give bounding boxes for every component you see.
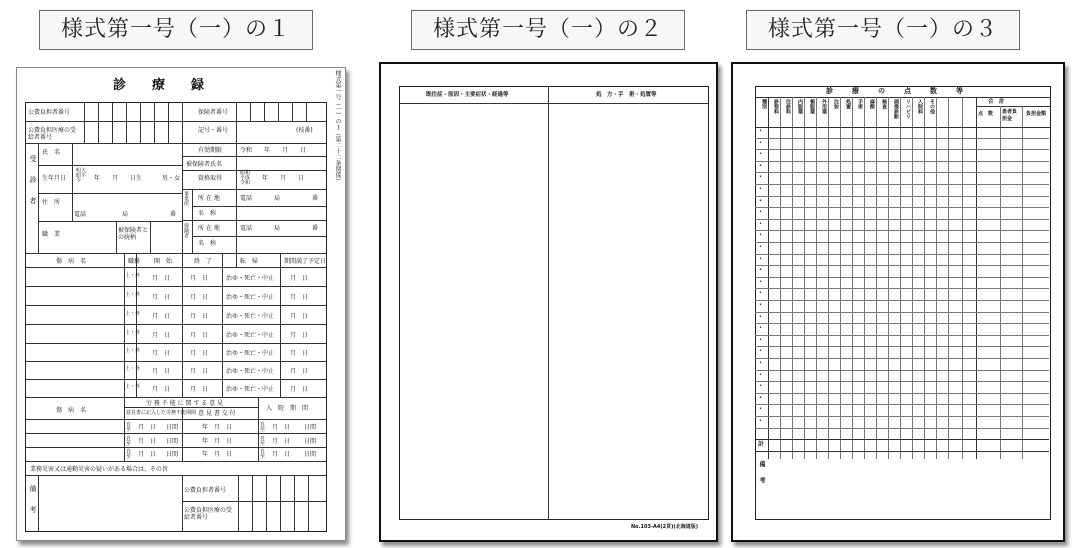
- row1-tenki: 治ゆ・死亡・中止: [226, 275, 275, 282]
- row7-kaishi: 月 日: [152, 386, 171, 393]
- row5-gaijo: 上・外: [125, 348, 141, 354]
- form3-row-dot: •: [759, 186, 762, 192]
- form3-row-line: [755, 161, 1049, 162]
- jigyosho-kyoku: 局: [274, 195, 281, 202]
- row7-shuryo: 月 日: [190, 386, 209, 393]
- form3-row-line: [755, 346, 1049, 347]
- form3-row-line: [755, 300, 1049, 301]
- form3-row-dot: •: [759, 244, 762, 250]
- row5-kaishi: 月 日: [152, 350, 171, 357]
- form3-row-line: [755, 184, 1049, 185]
- shobyomei-label: 傷 病 名: [56, 258, 87, 265]
- form3-row-dot: •: [759, 371, 762, 378]
- rodo-row2-md: 月 日: [138, 438, 157, 445]
- address-ban: 番: [170, 211, 177, 218]
- form3-row-line: [755, 288, 1049, 289]
- edaban-label: (枝番): [296, 127, 313, 134]
- row2-kaishi: 月 日: [152, 294, 171, 301]
- kohi-jukyusha-label: 公費負担医療の受給者番号: [28, 127, 77, 141]
- hokensha-bango-label: 保険者番号: [198, 109, 229, 116]
- rodo-shobyomei-label: 傷 病 名: [56, 407, 87, 414]
- birth-label: 生年月日: [42, 175, 67, 182]
- iken-kofu-label: 意 見 書 交 付: [198, 410, 236, 417]
- hokensha-shozaichi: 所 在 地: [198, 225, 220, 232]
- form3-title: 様式第一号（一）の３: [746, 10, 1020, 50]
- form3-row-dot: •: [759, 302, 762, 308]
- form3-row-line: [755, 149, 1049, 150]
- form3-row-line: [755, 277, 1049, 278]
- form3-row-dot: •: [759, 209, 762, 216]
- form2-sheet: [379, 62, 718, 542]
- tenki-label: 転 帰: [240, 258, 259, 265]
- col-masui: 麻酔: [869, 99, 875, 109]
- col-naifuku: 内服薬: [797, 99, 803, 114]
- row2-gaijo: 上・外: [125, 292, 141, 298]
- hokensha-group-label: 保険者: [183, 223, 189, 238]
- zokugara-label: 被保険者との続柄: [118, 227, 149, 241]
- rodo-row1-nyuin-nichikan: 日間: [304, 424, 317, 431]
- rodo-row2-nyuin-nichikan: 日間: [304, 438, 317, 445]
- rodo-row1-kofu: 年 月 日: [202, 424, 233, 431]
- row1-kaishi: 月 日: [152, 275, 171, 282]
- kaishi-label: 開 始: [154, 258, 173, 265]
- form3-row-line: [755, 172, 1049, 173]
- row1-gaijo: 上・外: [125, 273, 141, 279]
- address-kyoku: 局: [122, 211, 129, 218]
- form3-row-dot: •: [759, 325, 762, 332]
- row3-tenki: 治ゆ・死亡・中止: [226, 313, 275, 320]
- col-shubetsu: 種別: [761, 99, 767, 109]
- rodo-row2-nyuin-md: 月 日: [272, 438, 291, 445]
- row3-shuryo: 月 日: [190, 313, 209, 320]
- row5-tenki: 治ゆ・死亡・中止: [226, 350, 275, 357]
- form3-row-dot: •: [759, 162, 762, 169]
- jigyosho-group-label: 事業所: [183, 191, 189, 206]
- col-kensa: 検査: [881, 99, 887, 109]
- row7-tenki: 治ゆ・死亡・中止: [226, 386, 275, 393]
- hokensha-kyoku: 局: [274, 225, 281, 232]
- form3-row-dot: •: [759, 220, 762, 227]
- form3-row-line: [755, 428, 1049, 429]
- form3-row-line: [755, 370, 1049, 371]
- jigyosho-phone: 電話: [240, 195, 253, 202]
- form3-row-line: [755, 138, 1049, 139]
- form3-sheet: [731, 62, 1065, 542]
- row2-yotei: 月 日: [290, 294, 309, 301]
- form3-row-dot: •: [759, 128, 762, 134]
- form3-row-line: [755, 242, 1049, 243]
- jigyosho-shozaichi: 所 在 地: [198, 195, 220, 202]
- col-shujutsu: 手術: [857, 99, 863, 109]
- row3-kaishi: 月 日: [152, 313, 171, 320]
- form1-table: [25, 102, 327, 532]
- col-tonpuku: 頓服薬: [809, 99, 815, 114]
- rodo-row3-jiko: 自 至: [126, 449, 132, 460]
- form2-col-left: 既往症・原因・主要症状・経過等: [426, 92, 509, 98]
- col-nyuin: 入院料: [917, 99, 923, 114]
- jigyosho-meisho: 名 称: [198, 210, 217, 217]
- row6-tenki: 治ゆ・死亡・中止: [226, 368, 275, 375]
- row4-gaijo: 上・外: [125, 330, 141, 336]
- rodo-row2-kofu: 年 月 日: [202, 438, 233, 445]
- form3-row-line: [755, 323, 1049, 324]
- row5-yotei: 月 日: [290, 350, 309, 357]
- form3-row-line: [755, 335, 1049, 336]
- yuko-kigen-label: 有効期限: [198, 147, 223, 154]
- rodo-title: 労 務 不 能 に 関 す る 意 見: [146, 400, 224, 407]
- bikou-kohi-jukyusha: 公費負担医療の受給者番号: [184, 507, 233, 521]
- shikaku-ymd: 年 月 日: [262, 175, 305, 182]
- form3-row-line: [755, 230, 1049, 231]
- kigo-bango-label: 記号・番号: [198, 127, 229, 134]
- form3-row-dot: •: [759, 383, 762, 390]
- form3-heading: 診 療 の 点 数 等: [826, 87, 969, 95]
- rodo-row3-nyuin-md: 月 日: [272, 451, 291, 458]
- form3-row-line: [755, 312, 1049, 313]
- row3-yotei: 月 日: [290, 313, 309, 320]
- form3-row-dot: •: [759, 267, 762, 274]
- row2-tenki: 治ゆ・死亡・中止: [226, 294, 275, 301]
- form2-footer: No.103-A4(2頁)(北海道版): [631, 524, 699, 530]
- form2-table: [399, 86, 709, 520]
- form3-row-dot: •: [759, 278, 762, 285]
- rodo-row3-nyuin-nichikan: 日間: [304, 451, 317, 458]
- form1-sheet: [16, 67, 346, 541]
- form3-row-dot: •: [759, 313, 762, 320]
- kohi-label: 患者負担金: [1002, 109, 1018, 122]
- shokumu-label: 職務: [128, 258, 141, 265]
- rodo-row3-nichikan: 日間: [166, 451, 179, 458]
- yuko-kigen-date: 令和 年 月 日: [240, 147, 307, 154]
- row6-shuryo: 月 日: [190, 368, 209, 375]
- form3-row-line: [755, 265, 1049, 266]
- rodo-row2-nyuin-jiko: 自 至: [260, 436, 266, 447]
- row6-yotei: 月 日: [290, 368, 309, 375]
- form3-row-dot: •: [759, 197, 762, 204]
- shikaku-label: 資格取得: [198, 175, 223, 182]
- form3-row-dot: •: [759, 151, 762, 158]
- rodo-row3-nyuin-jiko: 自 至: [260, 449, 266, 460]
- form3-bikou-label: 備考: [758, 460, 765, 493]
- col-gaiyo: 外用薬: [821, 99, 827, 114]
- row4-tenki: 治ゆ・死亡・中止: [226, 332, 275, 339]
- col-shochi: 処置: [845, 99, 851, 109]
- row6-kaishi: 月 日: [152, 368, 171, 375]
- form3-row-dot: •: [759, 336, 762, 343]
- form3-row-line: [755, 254, 1049, 255]
- jukyo-label: 受診者: [29, 155, 37, 218]
- row5-shuryo: 月 日: [190, 350, 209, 357]
- name-label: 氏 名: [42, 149, 61, 156]
- row6-gaijo: 上・外: [125, 366, 141, 372]
- col-shinsatsu: 診察料: [773, 99, 779, 114]
- nyuin-label: 入 院 期 間: [266, 405, 309, 412]
- shikaku-eras: 昭和 平成 令和: [240, 170, 251, 186]
- form3-row-line: [755, 416, 1049, 417]
- row2-shuryo: 月 日: [190, 294, 209, 301]
- rodo-row1-md: 月 日: [138, 424, 157, 431]
- row7-yotei: 月 日: [290, 386, 309, 393]
- form1-title: 様式第一号（一）の１: [39, 10, 313, 50]
- form3-row-dot: •: [759, 255, 762, 262]
- kikan-yotei-label: 期間満了予定日: [284, 258, 327, 265]
- keisan-label: 負担金額: [1026, 111, 1047, 117]
- hihokensha-label: 被保険者氏名: [186, 161, 223, 168]
- row4-shuryo: 月 日: [190, 332, 209, 339]
- bikou-label: 備考: [29, 485, 37, 527]
- row1-yotei: 月 日: [290, 275, 309, 282]
- gyomu-label: 業務災害又は通勤災害の疑いがある場合は、その旨: [30, 466, 169, 473]
- birth-eras: 明大昭平令: [76, 168, 87, 184]
- form1-heading: 診 療 録: [113, 78, 205, 93]
- form2-col-right: 処 方・手 術・処置等: [596, 92, 657, 98]
- jigyosho-ban: 番: [312, 195, 319, 202]
- form2-title: 様式第一号（一）の２: [411, 10, 685, 50]
- form3-row-line: [755, 451, 1049, 452]
- rodo-row1-nyuin-md: 月 日: [272, 424, 291, 431]
- rodo-row1-jiko: 自 至: [126, 422, 132, 433]
- col-gazo: 画像診断: [893, 99, 899, 119]
- hokensha-phone: 電話: [240, 225, 253, 232]
- col-rihabiri: リハビリ: [905, 99, 911, 119]
- hokensha-meisho: 名 称: [198, 240, 217, 247]
- hokensha-ban: 番: [312, 225, 319, 232]
- rodo-row3-kofu: 年 月 日: [202, 451, 233, 458]
- form3-row-line: [755, 404, 1049, 405]
- form3-row-dot: •: [759, 406, 762, 413]
- form3-row-line: [755, 196, 1049, 197]
- row1-shuryo: 月 日: [190, 275, 209, 282]
- row4-kaishi: 月 日: [152, 332, 171, 339]
- ten-su-label: 点 数: [978, 111, 994, 117]
- rodo-sub: 意見書に記入した労務不能期間: [126, 410, 197, 416]
- shuryo-label: 終 了: [194, 258, 213, 265]
- form3-row-dot: •: [759, 360, 762, 366]
- rodo-row2-jiko: 自 至: [126, 436, 132, 447]
- birth-ymd: 年 月 日生: [94, 175, 143, 182]
- kohi-futansha-label: 公費負担者番号: [28, 109, 71, 116]
- row4-yotei: 月 日: [290, 332, 309, 339]
- form1-side-note: 様式第一号（一）の１（第二十二条関係）: [334, 70, 341, 184]
- shokugyo-label: 職 業: [42, 231, 61, 238]
- rodo-row1-nichikan: 日間: [166, 424, 179, 431]
- form3-row-dot: •: [759, 232, 762, 239]
- form3-row-dot: •: [759, 418, 762, 424]
- form3-row-line: [755, 439, 1049, 440]
- form3-row-line: [755, 358, 1049, 359]
- rodo-row2-nichikan: 日間: [166, 438, 179, 445]
- form3-row-dot: •: [759, 394, 762, 401]
- gokei-label: 合 計: [988, 99, 1005, 105]
- col-oshin: 往診料: [785, 99, 791, 114]
- bikou-kohi-futansha: 公費負担者番号: [184, 487, 227, 494]
- address-label: 住 所: [42, 199, 61, 206]
- row3-gaijo: 上・外: [125, 311, 141, 317]
- form3-row-dot: •: [759, 348, 762, 355]
- rodo-row3-md: 月 日: [138, 451, 157, 458]
- row7-gaijo: 上・外: [125, 384, 141, 390]
- sex-label: 男・女: [162, 175, 181, 182]
- rodo-row1-nyuin-jiko: 自 至: [260, 422, 266, 433]
- form3-kei-label: 計: [758, 441, 765, 449]
- form3-row-line: [755, 219, 1049, 220]
- form3-row-line: [755, 381, 1049, 382]
- address-phone: 電話: [74, 211, 87, 218]
- col-sonota: その他: [929, 99, 935, 114]
- form3-rows: [755, 86, 1049, 518]
- form3-row-dot: •: [759, 290, 762, 297]
- form3-row-line: [755, 207, 1049, 208]
- form3-row-line: [755, 393, 1049, 394]
- form3-row-dot: •: [759, 139, 762, 146]
- col-chusha: 注射: [833, 99, 839, 109]
- form3-row-dot: •: [759, 174, 762, 181]
